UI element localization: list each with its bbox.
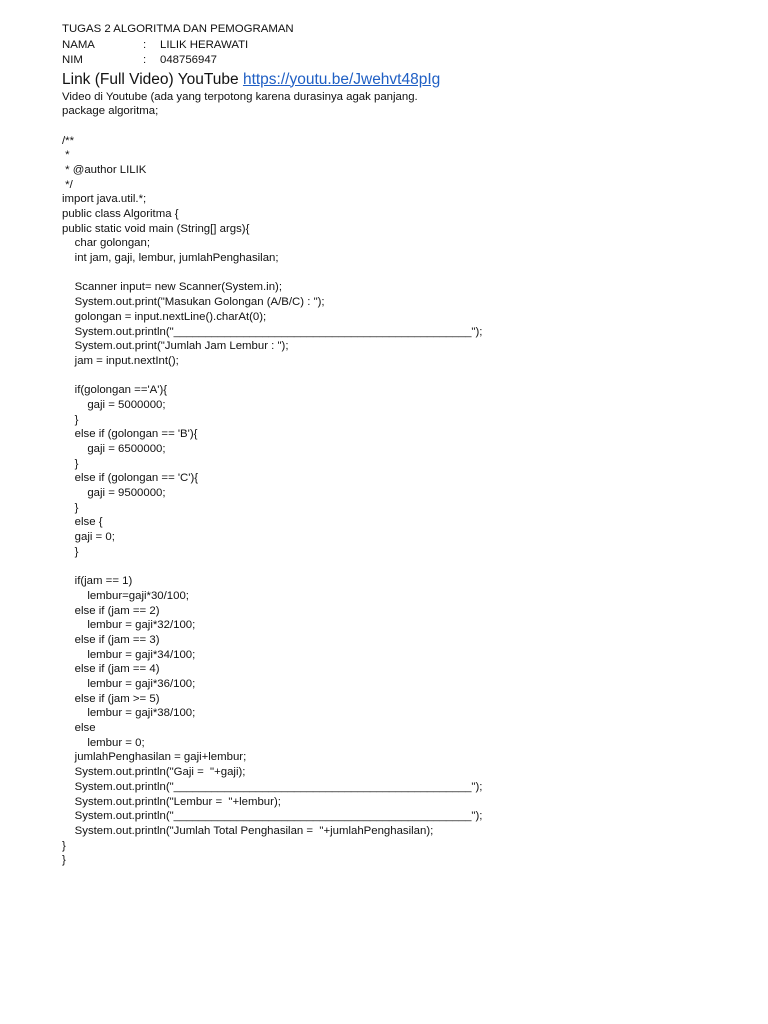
- code-line: lembur=gaji*30/100;: [62, 589, 189, 602]
- code-line: public class Algoritma {: [62, 208, 179, 220]
- code-line: * @author LILIK: [62, 163, 147, 176]
- code-line: lembur = gaji*36/100;: [62, 678, 196, 690]
- code-line: if(golongan =='A'){: [62, 384, 168, 397]
- code-line: System.out.println("_______________________________________________");: [62, 780, 483, 793]
- code-line: jumlahPenghasilan = gaji+lembur;: [62, 751, 247, 764]
- code-line: [62, 369, 752, 384]
- code-line: lembur = gaji*38/100;: [62, 707, 196, 720]
- code-line: /**: [62, 134, 75, 147]
- code-line: lembur = 0;: [62, 736, 145, 749]
- name-label: NAMA: [62, 38, 95, 51]
- code-line: char golongan;: [62, 237, 151, 250]
- code-line: gaji = 0;: [62, 531, 115, 544]
- document-page: [62, 22, 752, 868]
- code-line: package algoritma;: [62, 105, 159, 118]
- code-line: }: [62, 854, 66, 867]
- code-line: else if (golongan == 'C'){: [62, 472, 199, 485]
- youtube-link[interactable]: https://youtu.be/Jwehvt48pIg: [242, 70, 441, 88]
- code-line: else if (golongan == 'B'){: [62, 428, 198, 441]
- code-line: jam = input.nextInt();: [62, 354, 179, 367]
- code-line: System.out.println("_______________________________________________");: [62, 810, 483, 823]
- code-line: else if (jam >= 5): [62, 692, 160, 705]
- code-line: }: [62, 501, 79, 514]
- code-line: System.out.println("_______________________________________________");: [62, 325, 483, 338]
- code-block: [62, 104, 752, 868]
- nim-value: 048756947: [160, 54, 218, 66]
- nim-separator: :: [143, 54, 147, 66]
- code-line: gaji = 5000000;: [62, 398, 166, 411]
- video-link-label: Link (Full Video) YouTube: [62, 70, 243, 88]
- code-line: else if (jam == 2): [62, 604, 160, 617]
- code-line: *: [62, 149, 70, 162]
- nim-label: NIM: [62, 54, 83, 66]
- code-line: System.out.println("Gaji = "+gaji);: [62, 766, 246, 779]
- video-note: Video di Youtube (ada yang terpotong karena durasinya agak panjang.: [62, 90, 418, 103]
- code-line: [62, 266, 752, 281]
- code-line: }: [62, 457, 79, 470]
- code-line: lembur = gaji*34/100;: [62, 648, 196, 661]
- code-line: }: [62, 839, 66, 852]
- code-line: else if (jam == 4): [62, 663, 160, 676]
- code-line: System.out.print("Masukan Golongan (A/B/C) : ");: [62, 296, 325, 309]
- code-line: gaji = 9500000;: [62, 487, 166, 500]
- name-separator: :: [143, 38, 147, 51]
- code-line: }: [62, 413, 79, 426]
- code-line: int jam, gaji, lembur, jumlahPenghasilan;: [62, 252, 279, 265]
- nim-row: [62, 53, 752, 69]
- assignment-title: TUGAS 2 ALGORITMA DAN PEMOGRAMAN: [62, 23, 294, 35]
- code-line: else: [62, 722, 96, 735]
- name-row: [62, 38, 752, 54]
- code-line: [62, 119, 752, 134]
- code-line: */: [62, 178, 73, 191]
- code-line: else {: [62, 516, 103, 529]
- code-line: golongan = input.nextLine().charAt(0);: [62, 310, 267, 323]
- code-line: }: [62, 545, 79, 558]
- code-line: gaji = 6500000;: [62, 443, 166, 455]
- code-line: Scanner input= new Scanner(System.in);: [62, 281, 283, 294]
- code-line: [62, 560, 752, 575]
- code-line: System.out.print("Jumlah Jam Lembur : ");: [62, 340, 289, 353]
- code-line: if(jam == 1): [62, 575, 133, 588]
- code-line: System.out.println("Jumlah Total Penghasilan = "+jumlahPenghasilan);: [62, 824, 434, 837]
- code-line: lembur = gaji*32/100;: [62, 619, 196, 632]
- code-line: public static void main (String[] args){: [62, 222, 250, 235]
- video-link-row: [62, 70, 752, 90]
- code-line: import java.util.*;: [62, 193, 147, 206]
- name-value: LILIK HERAWATI: [160, 38, 249, 51]
- code-line: System.out.println("Lembur = "+lembur);: [62, 795, 281, 808]
- code-line: else if (jam == 3): [62, 633, 160, 646]
